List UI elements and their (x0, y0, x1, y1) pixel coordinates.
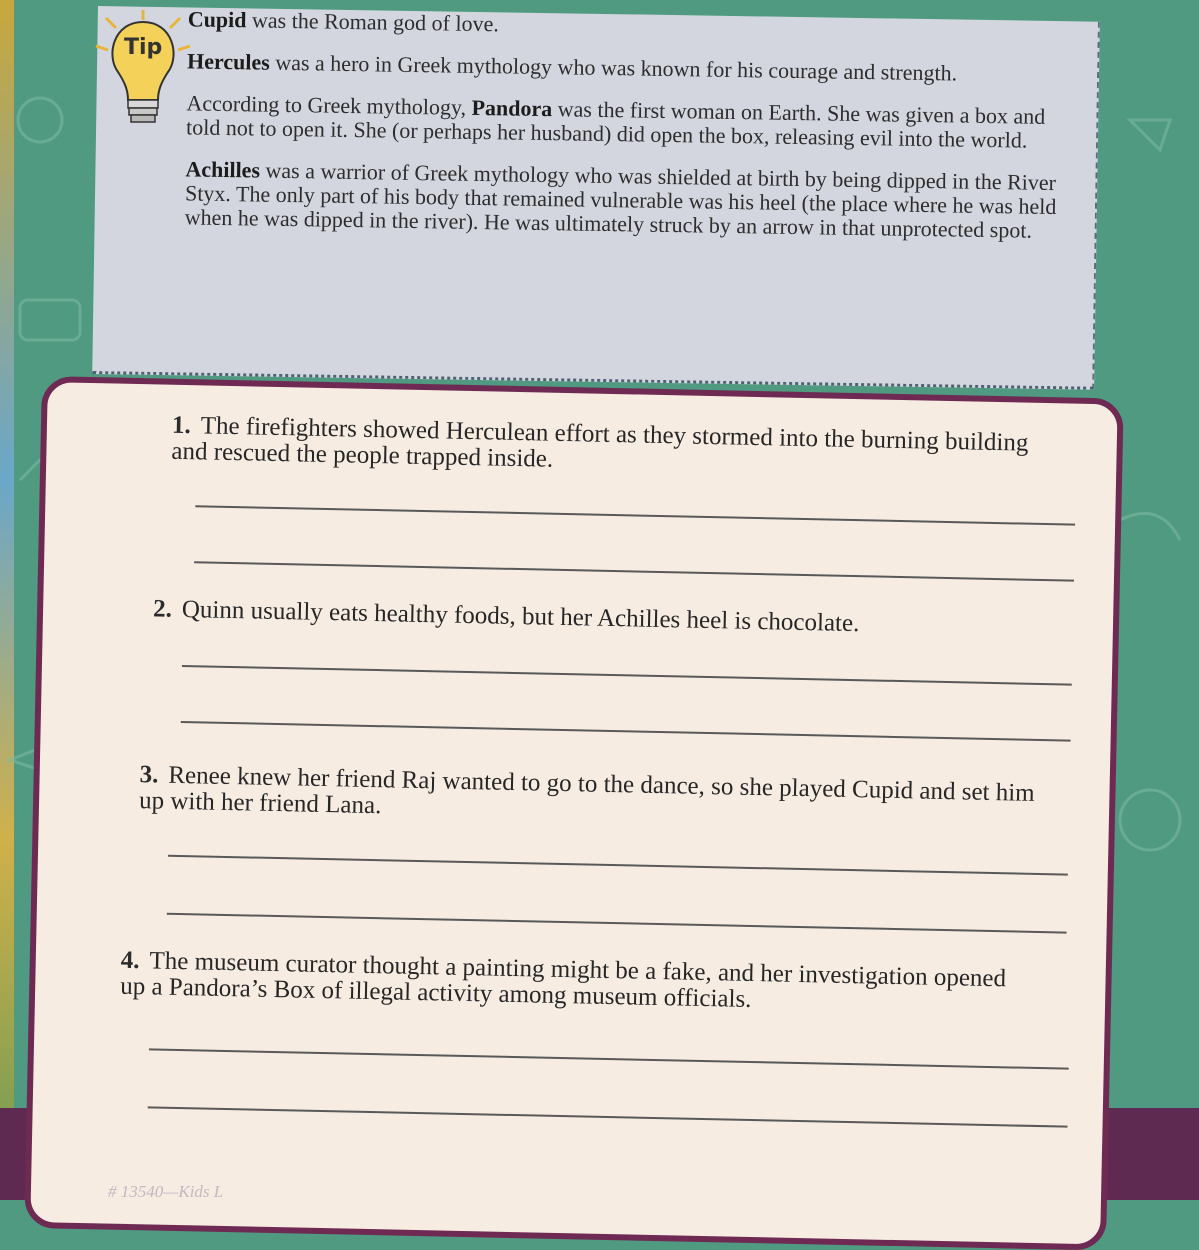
tip-badge: Tip (124, 35, 163, 60)
answer-line[interactable] (182, 665, 1072, 686)
tip-achilles: Achilles was a warrior of Greek mythology who was shielded at birth by being dipped in the River Styx. The only part of his body that remained vulnerable was his heel (the place where he was held when he was dipped in the river). He was ultimately struck by an arrow in that unprotected spot. (184, 156, 1057, 243)
answer-line[interactable] (168, 855, 1068, 876)
tip-box (92, 6, 1100, 390)
answer-line[interactable] (148, 1106, 1068, 1127)
lightbulb-icon (88, 8, 198, 138)
answer-line[interactable] (149, 1048, 1069, 1069)
exercise-item (171, 413, 1042, 483)
answer-line[interactable] (181, 721, 1071, 742)
answer-line[interactable] (195, 505, 1075, 525)
exercise-text: Renee knew her friend Raj wanted to go to the dance, so she played Cupid and set him up with her friend Lana. (138, 761, 1035, 820)
exercise-number: 2. (152, 595, 173, 623)
exercise-text: The museum curator thought a painting might be a fake, and her investigation opened up a Pandora’s Box of illegal activity among museum officials. (119, 947, 1007, 1013)
tip-hercules: Hercules was a hero in Greek mythology who was known for his courage and strength. (186, 48, 958, 86)
tip-text (184, 7, 1078, 253)
exercise-number: 3. (139, 761, 159, 789)
answer-line[interactable] (194, 561, 1074, 581)
exercise-number: 4. (120, 946, 140, 975)
exercise-number: 1. (171, 411, 192, 440)
exercise-text: Quinn usually eats healthy foods, but her Achilles heel is chocolate. (181, 595, 860, 638)
page-footer: # 13540—Kids L (108, 1182, 224, 1201)
tip-pandora: According to Greek mythology, Pandora was the first woman on Earth. She was given a box and told not to open it. She (or perhaps her husband) did open the box, releasing evil into the world. (185, 90, 1046, 153)
exercise-item (120, 948, 1021, 1019)
exercise-text: The firefighters showed Herculean effort as they stormed into the burning building and rescued the people trapped inside. (171, 412, 1029, 473)
exercise-item (139, 762, 1040, 833)
exercise-item (153, 596, 1033, 640)
answer-line[interactable] (167, 913, 1067, 934)
exercise-card (24, 376, 1124, 1250)
tip-cupid: Cupid was the Roman god of love. (187, 6, 500, 37)
